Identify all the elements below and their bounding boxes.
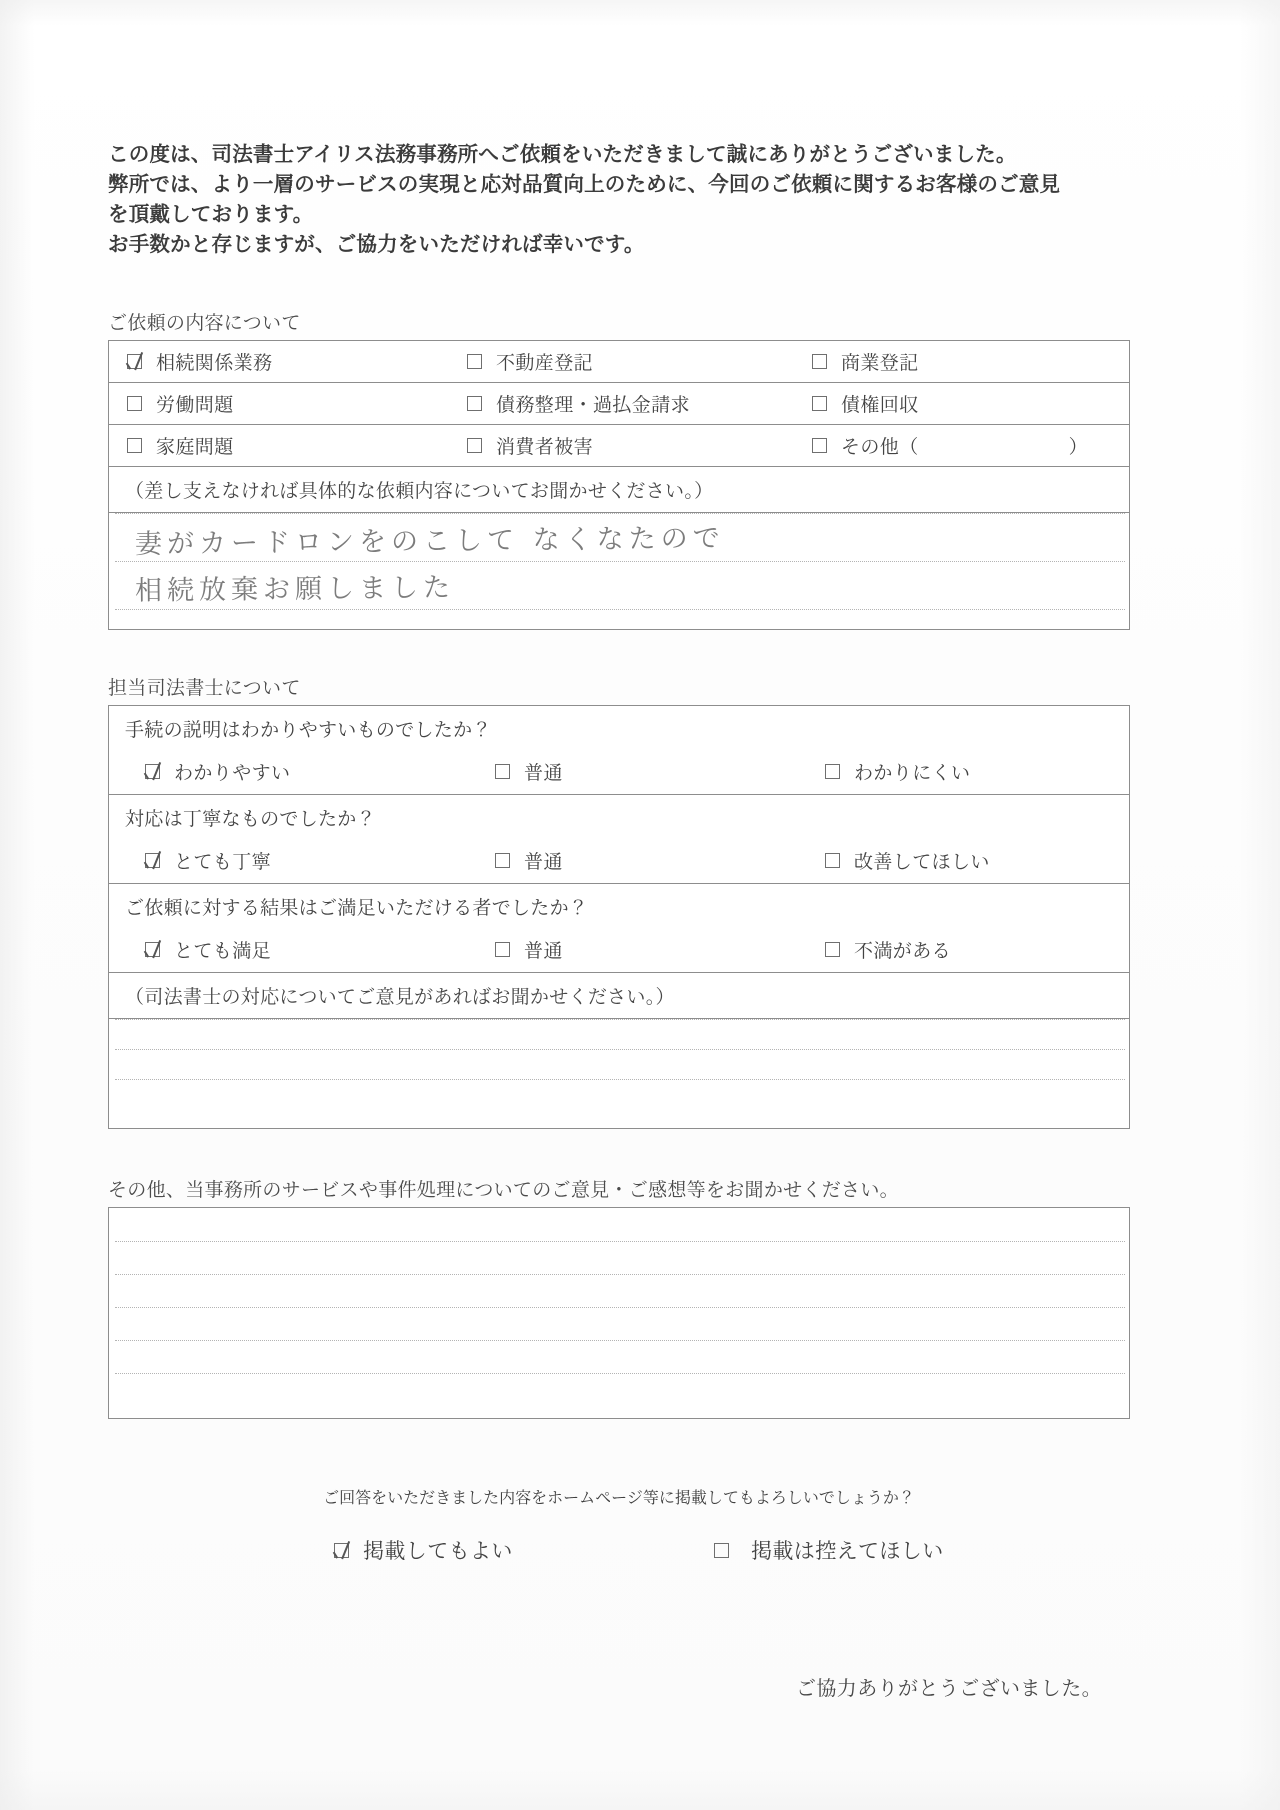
checkbox-option-katei[interactable] — [127, 432, 467, 459]
checkbox-label: わかりやすい — [174, 762, 291, 784]
section-staff-label: 担当司法書士について — [108, 678, 301, 699]
staff-question-1: 手続の説明はわかりやすいものでしたか？ — [125, 720, 492, 741]
writing-line — [115, 1019, 1125, 1020]
checkbox-icon[interactable] — [145, 764, 160, 779]
scan-edge-top — [0, 0, 1280, 26]
intro-line-2: 弊所では、より一層のサービスの実現と応対品質向上のために、今回のご依頼に関するお客様のご意見 — [108, 173, 1061, 196]
checkbox-label: 債権回収 — [841, 395, 919, 416]
request-handwriting-area[interactable] — [109, 513, 1129, 634]
checkbox-row — [109, 383, 1129, 425]
checkbox-label: 消費者被害 — [496, 437, 594, 458]
checkbox-label: 労働問題 — [156, 395, 234, 416]
intro-paragraph — [108, 140, 1118, 260]
checkbox-label: 改善してほしい — [854, 851, 990, 873]
writing-line — [115, 1340, 1125, 1341]
intro-line-3: を頂戴しております。 — [108, 203, 314, 226]
scan-edge-left — [0, 0, 34, 1810]
staff-question-3: ご依頼に対する結果はご満足いただける者でしたか？ — [125, 898, 589, 919]
checkbox-option-fudosan[interactable] — [467, 348, 812, 375]
checkbox-icon[interactable] — [127, 396, 142, 411]
writing-line — [115, 561, 1125, 562]
checkbox-icon[interactable] — [812, 438, 827, 453]
writing-line — [115, 1079, 1125, 1080]
checkbox-icon[interactable] — [812, 396, 827, 411]
writing-line — [115, 609, 1125, 610]
option-wakariyasui[interactable] — [145, 758, 495, 785]
staff-options-row-1 — [109, 748, 1129, 795]
checkbox-option-sonota[interactable] — [812, 432, 1112, 459]
option-fuman[interactable] — [825, 936, 951, 963]
option-wakarinikui[interactable] — [825, 758, 970, 785]
checkbox-label: 不動産登記 — [496, 353, 594, 374]
staff-free-answer-area[interactable] — [109, 1019, 1129, 1133]
checkbox-label: 普通 — [524, 851, 563, 873]
writing-line — [115, 1307, 1125, 1308]
intro-line-4: お手数かと存じますが、ご協力をいただければ幸いです。 — [108, 233, 645, 256]
checkbox-label: 相続関係業務 — [156, 353, 273, 374]
checkbox-row — [109, 425, 1129, 467]
writing-line — [115, 1373, 1125, 1374]
request-free-prompt: （差し支えなければ具体的な依頼内容についてお聞かせください。） — [109, 467, 1129, 513]
option-futsu[interactable] — [495, 758, 825, 785]
option-totemo-manzoku[interactable] — [145, 936, 495, 963]
scan-edge-right — [1240, 0, 1280, 1810]
section-other-box[interactable] — [108, 1207, 1130, 1419]
checkbox-label: 不満がある — [854, 940, 952, 962]
checkbox-icon[interactable] — [825, 853, 840, 868]
closing-thanks: ご協力ありがとうございました。 — [796, 1678, 1102, 1700]
checkbox-option-sozoku[interactable] — [127, 348, 467, 375]
writing-line — [115, 513, 1125, 514]
staff-options-row-2 — [109, 837, 1129, 884]
checkbox-label: とても丁寧 — [174, 851, 272, 873]
checkbox-icon[interactable] — [714, 1543, 729, 1558]
writing-line — [115, 1274, 1125, 1275]
checkbox-option-shohisha[interactable] — [467, 432, 812, 459]
checkbox-icon[interactable] — [467, 396, 482, 411]
checkbox-icon[interactable] — [467, 354, 482, 369]
intro-line-1: この度は、司法書士アイリス法務事務所へご依頼をいただきまして誠にありがとうございました。 — [108, 143, 1017, 166]
option-futsu[interactable] — [495, 936, 825, 963]
section-request-label: ご依頼の内容について — [108, 313, 301, 334]
checkbox-label: 普通 — [524, 940, 563, 962]
staff-free-prompt: （司法書士の対応についてご意見があればお聞かせください。） — [109, 973, 1129, 1019]
scan-edge-bottom — [0, 1770, 1280, 1810]
checkbox-option-saiken[interactable] — [812, 390, 919, 417]
checkbox-icon[interactable] — [127, 354, 142, 369]
checkbox-label: 商業登記 — [841, 353, 919, 374]
staff-question-2: 対応は丁寧なものでしたか？ — [125, 809, 376, 830]
checkbox-label: 家庭問題 — [156, 437, 234, 458]
checkbox-icon[interactable] — [495, 764, 510, 779]
checkbox-label: 普通 — [524, 762, 563, 784]
checkbox-option-saimu[interactable] — [467, 390, 812, 417]
option-publish-deny[interactable] — [614, 1535, 1044, 1565]
checkbox-option-shogyo[interactable] — [812, 348, 919, 375]
section-request-box — [108, 340, 1130, 630]
other-free-answer-area[interactable] — [109, 1208, 1129, 1418]
checkbox-label: 掲載してもよい — [363, 1540, 513, 1563]
section-other-label: その他、当事務所のサービスや事件処理についてのご意見・ご感想等をお聞かせください。 — [108, 1180, 899, 1201]
checkbox-label: 債務整理・過払金請求 — [496, 395, 691, 416]
option-kaizen[interactable] — [825, 847, 990, 874]
handwritten-line-1: 妻がカードロンをのこして なくなたので — [134, 522, 725, 561]
checkbox-label: とても満足 — [174, 940, 272, 962]
checkbox-icon[interactable] — [495, 942, 510, 957]
checkbox-label: わかりにくい — [854, 762, 971, 784]
checkbox-icon[interactable] — [825, 942, 840, 957]
other-close-paren: ） — [1068, 437, 1089, 458]
section-staff-box — [108, 705, 1130, 1129]
writing-line — [115, 1241, 1125, 1242]
checkbox-icon[interactable] — [145, 853, 160, 868]
checkbox-label: その他（ — [841, 437, 919, 458]
checkbox-label: 掲載は控えてほしい — [751, 1540, 944, 1563]
writing-line — [115, 1049, 1125, 1050]
handwritten-line-2: 相続放棄お願しました — [134, 572, 456, 607]
staff-options-row-3 — [109, 926, 1129, 973]
checkbox-icon[interactable] — [825, 764, 840, 779]
checkbox-icon[interactable] — [812, 354, 827, 369]
publish-options-row — [108, 1535, 1130, 1565]
option-publish-allow[interactable] — [194, 1535, 614, 1565]
option-totemo-teinei[interactable] — [145, 847, 495, 874]
checkbox-icon[interactable] — [467, 438, 482, 453]
checkbox-row — [109, 341, 1129, 383]
checkbox-option-rodo[interactable] — [127, 390, 467, 417]
checkbox-icon[interactable] — [334, 1543, 349, 1558]
checkbox-icon[interactable] — [127, 438, 142, 453]
checkbox-icon[interactable] — [145, 942, 160, 957]
option-futsu[interactable] — [495, 847, 825, 874]
publish-question: ご回答をいただきました内容をホームページ等に掲載してもよろしいでしょうか？ — [323, 1490, 915, 1507]
checkbox-icon[interactable] — [495, 853, 510, 868]
